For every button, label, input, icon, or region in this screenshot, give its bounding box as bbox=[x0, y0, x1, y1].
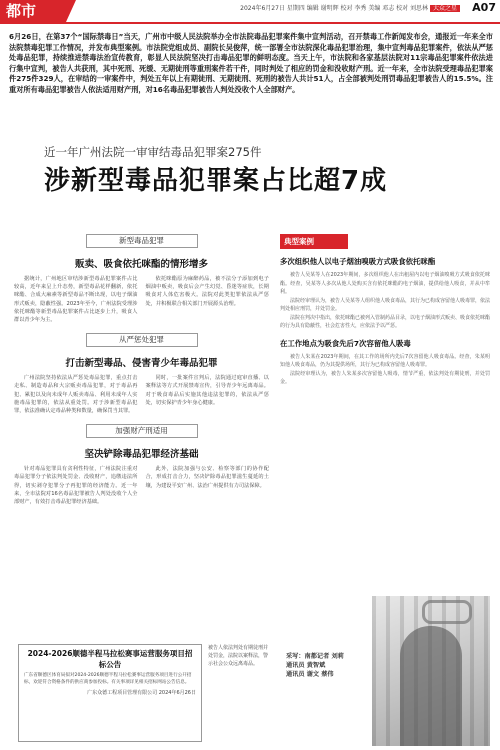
section-label-2: 从严惩处犯罪 bbox=[86, 333, 198, 347]
main-article bbox=[14, 234, 269, 506]
chain-icon bbox=[422, 600, 472, 624]
byline bbox=[286, 652, 344, 679]
headline: 涉新型毒品犯罪案占比超7成 bbox=[44, 166, 388, 196]
section-label-1: 新型毒品犯罪 bbox=[86, 234, 198, 248]
tender-notice-ad bbox=[18, 644, 202, 742]
ad-title: 2024-2026顺德半程马拉松赛事运营服务项目招标公告 bbox=[27, 649, 193, 669]
typical-cases bbox=[280, 234, 490, 387]
case-2-title: 在工作地点为吸食先后7次容留他人吸毒 bbox=[280, 338, 411, 348]
section-body-2 bbox=[14, 374, 269, 415]
article-tail: 被告人依法判处有期徒刑并处罚金，法院以案释法，警示社会公众远离毒品。 bbox=[208, 645, 269, 667]
case-paragraph: 法院经审理认为，被告人吴某等人组织他人吸食毒品，其行为已构成容留他人吸毒罪，依法判处相应刑罚，并处罚金。 bbox=[280, 297, 491, 312]
typical-cases-label: 典型案例 bbox=[280, 234, 348, 249]
body-paragraph: 此外，法院加强与公安、检察等部门的协作配合，形成打击合力，坚决铲除毒品犯罪滋生蔓延的土壤，为建设平安广州、法治广州提供有力司法保障。 bbox=[145, 466, 269, 489]
byline-reporter: 采写：南都记者 刘莉 bbox=[286, 653, 344, 660]
header-rule bbox=[0, 22, 500, 24]
section-title-2: 打击新型毒品、侵害青少年毒品犯罪 bbox=[65, 358, 218, 370]
ad-signature: 广东众德工程项目管理有限公司 2024年6月26日 bbox=[87, 690, 196, 696]
body-paragraph: 据统计，广州地区审结涉新型毒品犯罪案件占比较高，近年来呈上升态势，新型毒品花样翻新，依托咪酯、合成大麻素等新型毒品不断出现，以电子烟油形式贩卖，隐蔽性强。2023年至今，广州法院受理涉依托咪酯等新型毒品犯罪案件占比逐步上升，吸食人群以青少年为主。 bbox=[14, 276, 138, 324]
person-silhouette-icon bbox=[400, 626, 462, 746]
section-body-1 bbox=[14, 275, 269, 324]
ad-text: 广东省顺德区体育局拟对2024-2026顺德半程马拉松赛事运营服务项目进行公开招标，欢迎符合资格条件的供应商参加投标。有关事项详见相关招标网站公告信息。 bbox=[24, 673, 192, 685]
byline-correspondent-2: 通讯员 谢文 蔡伟 bbox=[286, 671, 334, 678]
body-paragraph: 针对毒品犯罪具有贪利性特征，广州法院注重对毒品犯罪分子依法判处罚金、没收财产，追缴违法所得，切实剥夺犯罪分子再犯罪的经济能力。近一年来，全市法院对16名毒品犯罪被告人判处没收个人全部财产，有效打击毒品犯罪经济基础。 bbox=[14, 466, 138, 506]
case-paragraph: 被告人吴某等人在2023年期间，多次组织他人在出租屋内以电子烟油嗅吸方式吸食依托咪酯。经查，吴某等人多次从他人处购买含有依托咪酯的电子烟油，提供给他人吸食，并从中牟利。 bbox=[280, 272, 490, 295]
lead-paragraph: 6月26日，在第37个“国际禁毒日”当天，广州市中级人民法院举办全市法院毒品犯罪案件集中宣判活动，召开禁毒工作新闻发布会，通报近一年来全市法院禁毒犯罪工作情况，并发布典型案例。市法院党组成员、副院长吴俊萍，统一部署全市法院深化毒品犯罪治理，集中宣判毒品犯罪案件，依法从严惩处毒品犯罪，持续推进禁毒法治宣传教育，彰显人民法院坚决打击毒品犯罪的鲜明态度。当天上午，市法院和各家基层法院对11宗毒品犯罪案件依法进行集中宣判，被告人共获刑，其中死刑、死缓、无期徒刑等重刑案件若干件，同时判处了相应的罚金和没收财产刑。近一年来，全市法院受理毒品犯罪案件275件329人，在审结的一审案件中，判处五年以上有期徒刑、无期徒刑、死刑的被告人共计51人，占全部被判处刑罚毒品犯罪被告人的15.5%。注重对所有毒品犯罪被告人依法适用财产刑，对16名毒品犯罪被告人判处没收个人全部财产。 bbox=[9, 32, 493, 94]
dateline bbox=[240, 3, 460, 12]
dateline-text: 2024年6月27日 星期四 编辑 谢明辉 校对 李秀 美编 邓志 校对 刘思林 bbox=[240, 5, 429, 12]
edition-badge: 大众之星 bbox=[430, 5, 460, 12]
case-paragraph: 被告人朱某在2023年期间，在其工作的场所内先后7次容留他人吸食毒品。经查，朱某明知他人吸食毒品，仍为其提供场所，其行为已构成容留他人吸毒罪。 bbox=[280, 353, 490, 368]
page-header bbox=[0, 0, 500, 26]
page-number: A07 bbox=[472, 1, 496, 14]
section-title-3: 坚决铲除毒品犯罪经济基础 bbox=[84, 449, 199, 461]
subheadline: 近一年广州法院一审审结毒品犯罪案275件 bbox=[44, 145, 262, 159]
byline-correspondent: 通讯员 黄智斌 bbox=[286, 662, 326, 669]
section-tab: 都市 bbox=[0, 0, 66, 22]
case-paragraph: 法院在判决中指出，依托咪酯已被列入管制药品目录，以电子烟油形式贩卖、吸食依托咪酯的行为具有隐蔽性，社会危害性大，应依法予以严惩。 bbox=[280, 314, 491, 329]
body-paragraph: 广州法院坚持依法从严惩处毒品犯罪，重点打击走私、制造毒品和大宗贩卖毒品犯罪，对于毒品再犯、累犯以及向未成年人贩卖毒品、利用未成年人实施毒品犯罪的，依法从重处罚。对于涉新型毒品犯罪，依法准确认定毒品种类和数量，确保罚当其罪。 bbox=[14, 375, 138, 415]
body-paragraph: 依托咪酯原为麻醉药品，被不法分子添加到电子烟油中贩卖，吸食后会产生幻觉、昏迷等症状，长期吸食对人体危害极大。法院对此类犯罪依法从严惩处，并积极联合相关部门开展源头治理。 bbox=[145, 276, 269, 307]
body-paragraph: 同时，一批案件宣判后，法院通过庭审直播、以案释法等方式开展禁毒宣传，引导青少年远离毒品。对于吸食毒品后实施其他违法犯罪的，依法从严惩处，切实保护青少年身心健康。 bbox=[145, 375, 269, 406]
anti-drug-poster-image bbox=[372, 596, 490, 746]
section-title-1: 贩卖、吸食依托咪酯的情形增多 bbox=[74, 259, 208, 270]
section-body-3 bbox=[14, 465, 269, 506]
case-1-title: 多次组织他人以电子烟油嗅吸方式吸食依托咪酯 bbox=[280, 257, 436, 266]
section-label-3: 加强财产刑适用 bbox=[86, 424, 198, 438]
case-paragraph: 法院经审理认为，被告人朱某多次容留他人吸毒，情节严重，依法判处有期徒刑，并处罚金。 bbox=[280, 370, 490, 385]
